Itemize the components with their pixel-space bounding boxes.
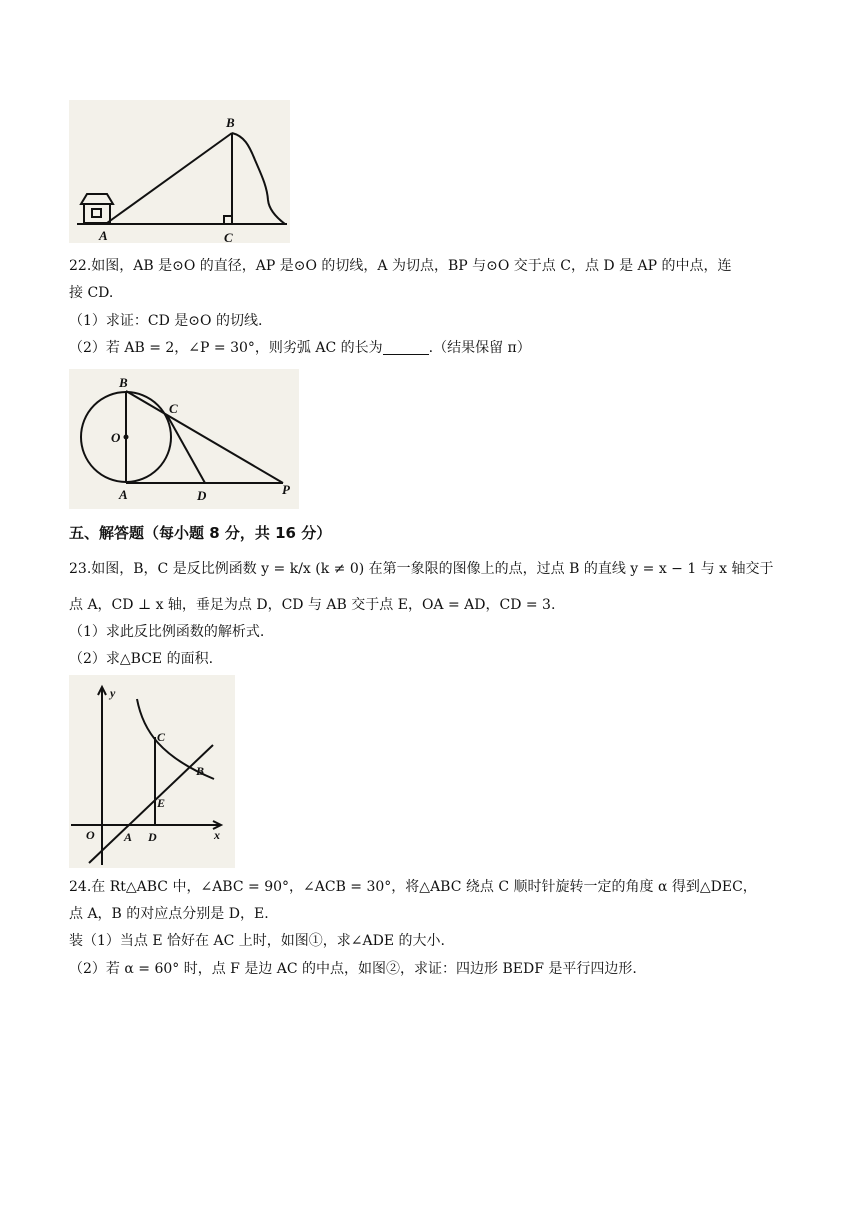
q22-part2 [69,338,531,358]
q23-part2: （2）求△BCE 的面积. [69,651,214,667]
label-A: A [124,830,133,844]
q23-line2: 点 A，CD ⊥ x 轴，垂足为点 D，CD 与 AB 交于点 E，OA = AD，CD = 3. [69,597,556,613]
label-C: C [169,401,178,416]
label-D: D [148,830,157,844]
figure-circle-tangent [69,369,299,509]
line-AB [89,745,213,863]
q24-line1: 24.在 Rt△ABC 中，∠ABC = 90°，∠ACB = 30°，将△ABC 绕点 C 顺时针旋转一定的角度 α 得到△DEC， [69,879,757,895]
label-D: D [197,488,207,503]
label-y: y [110,686,116,700]
label-P: P [282,482,290,497]
label-B: B [226,115,235,130]
section-heading: 五、解答题（每小题 8 分，共 16 分） [69,524,332,542]
label-B: B [119,375,128,390]
label-C: C [157,730,166,744]
label-x: x [214,828,220,842]
q22-part1: （1）求证：CD 是⊙O 的切线. [69,313,263,329]
right-angle-mark [224,216,232,224]
house-window [92,209,101,217]
label-B: B [196,764,205,778]
label-C: C [224,230,233,243]
mountain-slope [232,133,285,224]
q23-part1: （1）求此反比例函数的解析式. [69,624,265,640]
label-A: A [119,487,128,502]
q22-part2-suffix: .（结果保留 π） [428,340,531,356]
q22-line2: 接 CD. [69,285,114,301]
figure-hyperbola [69,675,235,868]
house-roof [81,194,113,204]
label-O: O [111,430,121,445]
q24-part1: 装（1）当点 E 恰好在 AC 上时，如图①，求∠ADE 的大小. [69,933,445,949]
center-point [124,435,129,440]
answer-blank [383,340,429,355]
label-E: E [157,796,166,810]
q23-line1: 23.如图，B，C 是反比例函数 y = k/x (k ≠ 0) 在第一象限的图像上的点，过点 B 的直线 y = x − 1 与 x 轴交于 [69,561,774,577]
figure-mountain [69,100,290,243]
house-body [84,204,110,223]
q24-line2: 点 A，B 的对应点分别是 D，E. [69,906,269,922]
q22-part2-text: （2）若 AB = 2，∠P = 30°，则劣弧 AC 的长为 [69,340,383,356]
label-A: A [99,228,108,243]
segment-AB [107,133,232,223]
label-O: O [86,828,95,842]
segment-BP [126,391,283,483]
q24-part2: （2）若 α = 60° 时，点 F 是边 AC 的中点，如图②，求证：四边形 BEDF 是平行四边形. [69,961,637,977]
q22-line1: 22.如图，AB 是⊙O 的直径，AP 是⊙O 的切线，A 为切点，BP 与⊙O 交于点 C，点 D 是 AP 的中点，连 [69,258,732,274]
